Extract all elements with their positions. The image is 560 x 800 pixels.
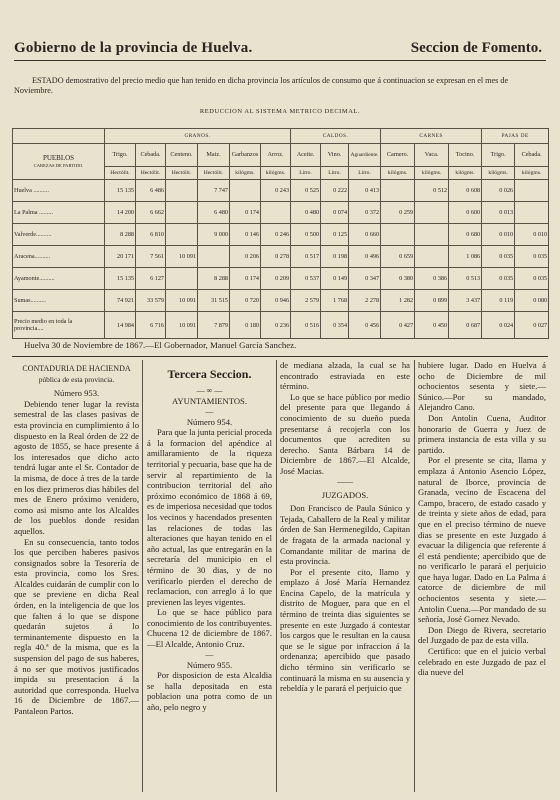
value-cell: 0 687 <box>449 312 482 339</box>
contaduria-subheading: pública de esta provincia. <box>38 374 115 384</box>
col-header: Garbanzos <box>230 144 261 167</box>
paragraph: Certifico: que en el juicio verbal celebrado en este Juzgado de paz el dia nueve del <box>418 646 546 678</box>
section-title: Seccion de Fomento. <box>410 40 542 56</box>
value-cell: 0 259 <box>381 202 415 224</box>
value-cell: 6 480 <box>198 202 230 224</box>
col-header: Vaca. <box>415 144 449 167</box>
col-header: Aguardiente. <box>349 144 381 167</box>
table-row <box>13 180 549 202</box>
value-cell <box>230 180 261 202</box>
col-header: Trigo. <box>482 144 515 167</box>
value-cell: 0 456 <box>349 312 381 339</box>
group-granos: GRANOS. <box>105 129 291 144</box>
value-cell <box>166 180 198 202</box>
value-cell: 0 608 <box>449 180 482 202</box>
unit-header: kilógms. <box>381 167 415 180</box>
unit-header: kilógms. <box>515 167 549 180</box>
paragraph: hubiere lugar. Dado en Huelva á ocho de Diciembre de mil ochocientos sesenta y siete.—Súnico.—Por su mandado, Alejandro Cano. <box>418 360 546 413</box>
column-divider <box>142 360 143 792</box>
statement-intro: ESTADO demostrativo del precio medio que han tenido en dicha provincia los artículos de consumo que á continuacion se expresan en el mes de Noviembre. <box>14 76 509 95</box>
ayuntamientos-heading: AYUNTAMIENTOS. <box>172 396 247 406</box>
value-cell: 0 035 <box>515 246 549 268</box>
value-cell: 0 149 <box>321 268 349 290</box>
value-cell: 0 013 <box>482 202 515 224</box>
ornament: — ∞ — <box>196 386 223 395</box>
value-cell: 8 288 <box>105 224 136 246</box>
paragraph: Don Diego de Rivera, secretario del Juzgado de paz de esta villa. <box>418 624 546 646</box>
value-cell: 0 372 <box>349 202 381 224</box>
col-header: Cebada. <box>136 144 166 167</box>
value-cell <box>415 246 449 268</box>
col-header: Trigo. <box>105 144 136 167</box>
value-cell: 14 984 <box>105 312 136 339</box>
unit-header: Litro. <box>349 167 381 180</box>
value-cell: 0 386 <box>415 268 449 290</box>
value-cell: 0 660 <box>349 224 381 246</box>
value-cell: 0 516 <box>291 312 321 339</box>
value-cell: 1 086 <box>449 246 482 268</box>
paragraph: Por disposicion de esta Alcaldia se halla depositada en esta poblacion una potra como de un año, pelo negro y <box>147 670 272 713</box>
value-cell: 15 135 <box>105 180 136 202</box>
value-cell: 1 768 <box>321 290 349 312</box>
value-cell: 15 135 <box>105 268 136 290</box>
value-cell: 0 659 <box>381 246 415 268</box>
pueblo-cell: La Palma ......... <box>13 202 105 224</box>
col-header: Cebada. <box>515 144 549 167</box>
column-1 <box>14 360 139 792</box>
column-4 <box>418 360 546 792</box>
table-row <box>13 224 549 246</box>
col-header: Arroz. <box>261 144 291 167</box>
pueblos-label: PUEBLOS <box>42 153 75 162</box>
value-cell: 0 180 <box>230 312 261 339</box>
value-cell: 0 125 <box>321 224 349 246</box>
paragraph: En su consecuencia, tanto todos los que perciben haberes pasivos consignados sobre la Tesorería de esta provincia, como los Sres. Alcaldes cuidarán de cumplir con lo que se previene en dicha Real órden, en la inteligencia de que los que falten á lo que se dispone quedarán sujetos á lo terminantemente dispuesto en la regla 40.ª de la misma, que es la suspension del pago de sus haberes, á no ser que motivos justificados impida su presentacion á la autoridad que corresponda. Huelva 16 de Diciembre de 1867.—Pantaleon Partos. <box>14 536 139 716</box>
corner-cell <box>13 129 105 144</box>
pueblo-cell: Huelva .......... <box>13 180 105 202</box>
value-cell: 0 024 <box>482 312 515 339</box>
unit-header: kilógms. <box>230 167 261 180</box>
unit-header: kilógms. <box>261 167 291 180</box>
value-cell: 0 010 <box>515 224 549 246</box>
unit-header: kilógms. <box>449 167 482 180</box>
value-cell: 0 278 <box>261 246 291 268</box>
value-cell <box>415 224 449 246</box>
value-cell: 9 000 <box>198 224 230 246</box>
value-cell: 0 496 <box>349 246 381 268</box>
table-row <box>13 202 549 224</box>
value-cell <box>198 246 230 268</box>
value-cell: 10 091 <box>166 290 198 312</box>
value-cell <box>381 180 415 202</box>
value-cell <box>515 180 549 202</box>
value-cell <box>381 224 415 246</box>
unit-header: Litro. <box>291 167 321 180</box>
paragraph: de mediana alzada, la cual se ha encontrado estraviada en este término. <box>280 360 410 392</box>
value-cell: 0 198 <box>321 246 349 268</box>
paragraph: Lo que se hace público por medio del presente para que llegando á conocimiento de su dueño pueda presentarse á recojerla con los documentos que acrediten su derecho. Santa Bárbara 14 de Diciembre de 1867.—El Alcalde, José Macias. <box>280 391 410 476</box>
pueblo-cell: Sumas.......... <box>13 290 105 312</box>
value-cell: 0 480 <box>291 202 321 224</box>
col-header: Vino. <box>321 144 349 167</box>
value-cell: 0 035 <box>515 268 549 290</box>
value-cell: 0 427 <box>381 312 415 339</box>
value-cell: 0 035 <box>482 268 515 290</box>
unit-header: Hectólit. <box>166 167 198 180</box>
value-cell: 7 561 <box>136 246 166 268</box>
notice-number: Número 954. <box>186 416 233 427</box>
table-row <box>13 290 549 312</box>
value-cell: 7 747 <box>198 180 230 202</box>
reduction-title: REDUCCION AL SISTEMA METRICO DECIMAL. <box>199 108 361 115</box>
paragraph: Debiendo tener lugar la revista semestral de las clases pasivas de esta provincia en cumplimiento á lo dispuesto en la Real órden de 22 de agosto de 1855, se hace presente á los interesados que dicho acto tendrá lugar ante el Sr. Contador de la misma, de doce á tres de la tarde en los diez primeros dias hábiles del mes de Enero próximo venidero, como asi mismo ante los Alcaldes de los pueblos donde residan aquellos. <box>14 398 139 536</box>
col-header: Carnero. <box>381 144 415 167</box>
value-cell: 0 512 <box>415 180 449 202</box>
unit-header: kilógms. <box>482 167 515 180</box>
value-cell: 0 174 <box>230 268 261 290</box>
unit-header: Hectólit. <box>105 167 136 180</box>
unit-header: Hectólit. <box>136 167 166 180</box>
pueblo-cell: Aracena.......... <box>13 246 105 268</box>
value-cell: 0 010 <box>482 224 515 246</box>
value-cell: 0 450 <box>415 312 449 339</box>
value-cell <box>261 202 291 224</box>
value-cell: 0 413 <box>349 180 381 202</box>
value-cell: 6 127 <box>136 268 166 290</box>
value-cell: 6 662 <box>136 202 166 224</box>
notice-number: Número 953. <box>53 388 100 399</box>
value-cell: 6 810 <box>136 224 166 246</box>
col-header: Maiz. <box>198 144 230 167</box>
header-rule <box>14 60 546 61</box>
value-cell: 0 946 <box>261 290 291 312</box>
value-cell: 0 600 <box>449 202 482 224</box>
value-cell: 7 879 <box>198 312 230 339</box>
tercera-seccion-title: Tercera Seccion. <box>167 367 252 381</box>
value-cell: 0 027 <box>515 312 549 339</box>
value-cell: 0 517 <box>291 246 321 268</box>
value-cell: 0 146 <box>230 224 261 246</box>
group-pajas: PAJAS DE <box>482 129 549 144</box>
value-cell: 0 209 <box>261 268 291 290</box>
value-cell: 0 899 <box>415 290 449 312</box>
table-body <box>13 180 549 339</box>
column-3 <box>280 360 410 792</box>
value-cell: 0 347 <box>349 268 381 290</box>
col-header: Tocino. <box>449 144 482 167</box>
pueblo-cell: Ayamonte.......... <box>13 268 105 290</box>
value-cell <box>166 268 198 290</box>
value-cell: 0 206 <box>230 246 261 268</box>
value-cell: 10 091 <box>166 246 198 268</box>
pueblos-sublabel: CABEZAS DE PARTIDO. <box>33 162 84 168</box>
value-cell: 74 921 <box>105 290 136 312</box>
unit-header: kilógms. <box>415 167 449 180</box>
ornament: —— <box>337 476 353 486</box>
pueblos-header <box>13 144 105 180</box>
value-cell <box>166 202 198 224</box>
value-cell: 0 074 <box>321 202 349 224</box>
value-cell: 8 288 <box>198 268 230 290</box>
value-cell: 0 243 <box>261 180 291 202</box>
value-cell: 0 720 <box>230 290 261 312</box>
ornament: — <box>205 649 214 659</box>
value-cell: 20 171 <box>105 246 136 268</box>
value-cell: 0 080 <box>515 290 549 312</box>
value-cell: 0 246 <box>261 224 291 246</box>
value-cell: 0 236 <box>261 312 291 339</box>
value-cell <box>166 224 198 246</box>
value-cell: 2 579 <box>291 290 321 312</box>
paragraph: Para que la junta pericial proceda á la formacion del apéndice al amillaramiento de la riqueza territorial y pecuaria, base que ha de servir al repartimiento de la contribucion territorial del año próximo económico de 1868 á 69, es de imperiosa necesidad que todos los vecinos y hacendados presenten las relaciones de todas las alteraciones que hayan tenido en el año actual, las que entregarán en la secretaría del municipio en el término de 30 dias, y de no verificarlo pierden el derecho de reclamacion, con arreglo á lo que previenen las leyes vigentes. <box>147 427 272 607</box>
paragraph: Por el presente cito, llamo y emplazo á José María Hernandez Encina Capelo, de la matrícula y distrito de Moguer, para que en el término de treinta dias siguientes se presente en este Juzgado á contestar los cargos que le resultan en la causa que se le sigue por infraccion á la ordenanza; apercibido que pasado dicho término sin verificarlo se continuará la misma en su ausencia y rebeldía y le parará el perjuicio que <box>280 566 410 694</box>
notice-number: Número 955. <box>186 659 233 670</box>
table-row <box>13 246 549 268</box>
column-divider <box>276 360 277 792</box>
paragraph: Don Francisco de Paula Súnico y Tejada, Caballero de la Real y militar órden de San Hermenegildo, Capitan de fragata de la armada nacional y Comandante militar de marina de esta provincia. <box>280 503 410 567</box>
prices-table <box>12 128 549 339</box>
value-cell: 0 354 <box>321 312 349 339</box>
signature-line: Huelva 30 de Noviembre de 1867.—El Gobernador, Manuel García Sanchez. <box>24 340 297 350</box>
government-title: Gobierno de la provincia de Huelva. <box>14 40 253 56</box>
value-cell: 0 119 <box>482 290 515 312</box>
value-cell: 0 174 <box>230 202 261 224</box>
group-carnes: CARNES <box>381 129 482 144</box>
value-cell: 0 500 <box>291 224 321 246</box>
pueblo-cell: Valverde.......... <box>13 224 105 246</box>
value-cell: 0 537 <box>291 268 321 290</box>
table-row <box>13 268 549 290</box>
value-cell: 2 278 <box>349 290 381 312</box>
value-cell: 0 525 <box>291 180 321 202</box>
value-cell: 0 222 <box>321 180 349 202</box>
value-cell: 33 579 <box>136 290 166 312</box>
value-cell <box>415 202 449 224</box>
value-cell: 0 380 <box>381 268 415 290</box>
value-cell: 0 680 <box>449 224 482 246</box>
section-rule <box>12 356 548 357</box>
paragraph: Don Antolin Cuena, Auditor honorario de Guerra y Juez de primera instancia de esta villa y su partido. <box>418 412 546 455</box>
unit-header: Hectólit. <box>198 167 230 180</box>
value-cell <box>515 202 549 224</box>
table-row <box>13 312 549 339</box>
ornament: — <box>205 406 214 416</box>
col-header: Centeno. <box>166 144 198 167</box>
value-cell: 6 716 <box>136 312 166 339</box>
contaduria-heading: CONTADURIA DE HACIENDA <box>22 364 131 373</box>
value-cell: 0 026 <box>482 180 515 202</box>
paragraph: Lo que se hace público para conocimiento de los contribuyentes. Chucena 12 de diciembre de 1867.—El Alcalde, Antonio Cruz. <box>147 607 272 650</box>
value-cell: 14 200 <box>105 202 136 224</box>
juzgados-heading: JUZGADOS. <box>321 489 369 500</box>
value-cell: 1 282 <box>381 290 415 312</box>
col-header: Aceite. <box>291 144 321 167</box>
value-cell: 10 091 <box>166 312 198 339</box>
group-caldos: CALDOS. <box>291 129 381 144</box>
paragraph: Por el presente se cita, llama y emplaza á Antonio Asencio López, natural de Iborce, provincia de Granada, vecino de Escacena del Campo, bracero, de estado casado y de treinta y siete años de edad, para que en el preciso término de nueve dias se presente en este Juzgado á evacuar la diligencia que referente á él está pendiente; apercibido que de no verificarlo le parará el perjuicio que haya lugar. Dado en La Palma á catorce de diciembre de mil ochocientos sesenta y siete.—Antolin Cuena.—Por mandado de su señoría, José Gomez Nevado. <box>418 455 546 625</box>
value-cell: 0 035 <box>482 246 515 268</box>
pueblo-cell: Precio medio en toda la provincia.... <box>13 312 105 339</box>
column-2 <box>147 360 272 792</box>
value-cell: 3 437 <box>449 290 482 312</box>
value-cell: 31 515 <box>198 290 230 312</box>
unit-header: Litro. <box>321 167 349 180</box>
value-cell: 6 486 <box>136 180 166 202</box>
column-divider <box>414 360 415 792</box>
value-cell: 0 513 <box>449 268 482 290</box>
